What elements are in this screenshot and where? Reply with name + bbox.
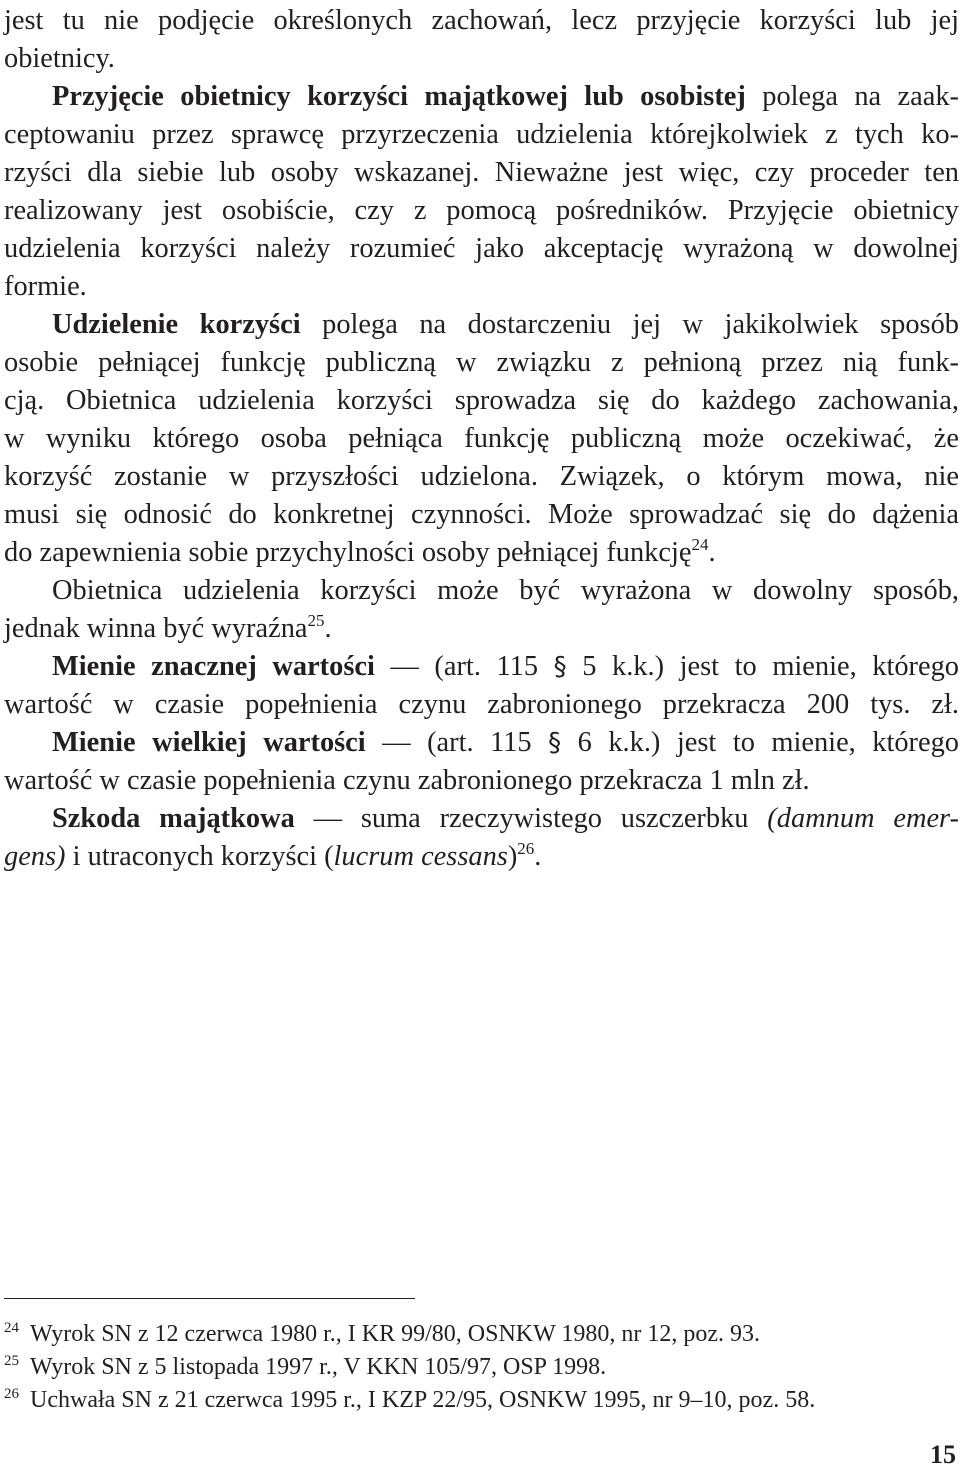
text-line: wartość w czasie popełnienia czynu zabronionego przekracza 200 tys. zł. xyxy=(4,689,959,720)
term-bold: Udzielenie korzyści xyxy=(52,309,301,340)
text-line: jest tu nie podjęcie określonych zachowań, lecz przyjęcie korzyści lub jej xyxy=(4,5,959,36)
latin-term: (damnum emer- xyxy=(767,803,959,834)
text-line: rzyści dla siebie lub osoby wskazanej. Nieważne jest więc, czy proceder ten xyxy=(4,157,959,188)
term-bold: Mienie znacznej wartości xyxy=(52,651,375,682)
footnote-ref-26: 26 xyxy=(517,839,535,858)
text-span: — suma rzeczywistego uszczerbku xyxy=(294,803,768,834)
text-line: obietnicy. xyxy=(4,43,115,74)
paragraph-szkoda-majatkowa xyxy=(4,800,959,838)
text-line xyxy=(4,838,959,876)
text-line: korzyść zostanie w przyszłości udzielona. Związek, o którym mowa, nie xyxy=(4,461,959,492)
latin-term: gens) xyxy=(4,841,66,872)
paragraph-mienie-znacznej-wartosci xyxy=(4,648,959,686)
footnotes xyxy=(4,1318,924,1417)
footnote-26: 26 Uchwała SN z 21 czerwca 1995 r., I KZP 22/95, OSNKW 1995, nr 9–10, poz. 58. xyxy=(4,1386,816,1413)
text-span: — (art. 115 xyxy=(374,651,554,682)
text-line xyxy=(4,534,959,572)
footnote-24: 24 Wyrok SN z 12 czerwca 1980 r., I KR 99/80, OSNKW 1980, nr 12, poz. 93. xyxy=(4,1320,760,1347)
text-line: ceptowaniu przez sprawcę przyrzeczenia udzielenia którejkolwiek z tych ko- xyxy=(4,119,959,150)
paragraph-udzielenie-korzysci xyxy=(4,306,959,344)
footnote-25: 25 Wyrok SN z 5 listopada 1997 r., V KKN 105/97, OSP 1998. xyxy=(4,1353,607,1380)
text-line: realizowany jest osobiście, czy z pomocą pośredników. Przyjęcie obietnicy xyxy=(4,195,959,226)
main-text xyxy=(4,2,959,876)
text-span: 5 k.k.) jest to mienie, którego xyxy=(566,651,959,682)
paragraph-przyjecie-obietnicy xyxy=(4,78,959,116)
footnote-separator xyxy=(4,1298,415,1299)
section-sign: § xyxy=(553,652,567,682)
text-line: cją. Obietnica udzielenia korzyści sprowadza się do każdego zachowania, xyxy=(4,385,959,416)
term-bold: Szkoda majątkowa xyxy=(52,803,295,834)
text-line: osobie pełniącej funkcję publiczną w związku z pełnioną przez nią funk- xyxy=(4,347,959,378)
text-span: jednak winna być wyraźna xyxy=(4,613,308,644)
footnote-ref-24: 24 xyxy=(691,535,709,554)
text-line: udzielenia korzyści należy rozumieć jako akceptację wyrażoną w dowolnej xyxy=(4,233,959,264)
text-span: polega na dostarczeniu jej w jakikolwiek sposób xyxy=(300,309,959,340)
text-span: — (art. 115 xyxy=(365,727,549,758)
paragraph-mienie-wielkiej-wartosci xyxy=(4,724,959,762)
footnote-text: Wyrok SN z 5 listopada 1997 r., V KKN 105/97, OSP 1998. xyxy=(30,1354,607,1380)
text-span: 6 k.k.) jest to mienie, którego xyxy=(561,727,960,758)
text-line: wartość w czasie popełnienia czynu zabronionego przekracza 1 mln zł. xyxy=(4,765,810,796)
latin-term: lucrum cessans xyxy=(333,841,508,872)
text-line: Obietnica udzielenia korzyści może być wyrażona w dowolny sposób, xyxy=(52,575,959,606)
text-span: . xyxy=(534,841,542,872)
term-bold: Przyjęcie obietnicy korzyści majątkowej lub osobistej xyxy=(52,81,746,112)
term-bold: Mienie wielkiej wartości xyxy=(52,727,366,758)
footnote-text: Wyrok SN z 12 czerwca 1980 r., I KR 99/80, OSNKW 1980, nr 12, poz. 93. xyxy=(30,1321,760,1347)
footnote-ref-25: 25 xyxy=(307,611,325,630)
footnote-text: Uchwała SN z 21 czerwca 1995 r., I KZP 22/95, OSNKW 1995, nr 9–10, poz. 58. xyxy=(30,1387,816,1413)
text-line: formie. xyxy=(4,271,87,302)
text-line: w wyniku którego osoba pełniąca funkcję publiczną może oczekiwać, że xyxy=(4,423,959,454)
text-span: ) xyxy=(507,841,518,872)
text-span: . xyxy=(324,613,332,644)
text-line xyxy=(4,610,959,648)
text-line: musi się odnosić do konkretnej czynności. Może sprowadzać się do dążenia xyxy=(4,499,959,530)
page-number: 15 xyxy=(930,1440,956,1469)
text-span: do zapewnienia sobie przychylności osoby pełniącej funkcję xyxy=(4,537,692,568)
text-span: polega na zaak- xyxy=(745,81,959,112)
text-span: i utraconych korzyści ( xyxy=(65,841,334,872)
section-sign: § xyxy=(548,728,562,758)
text-span: . xyxy=(708,537,716,568)
